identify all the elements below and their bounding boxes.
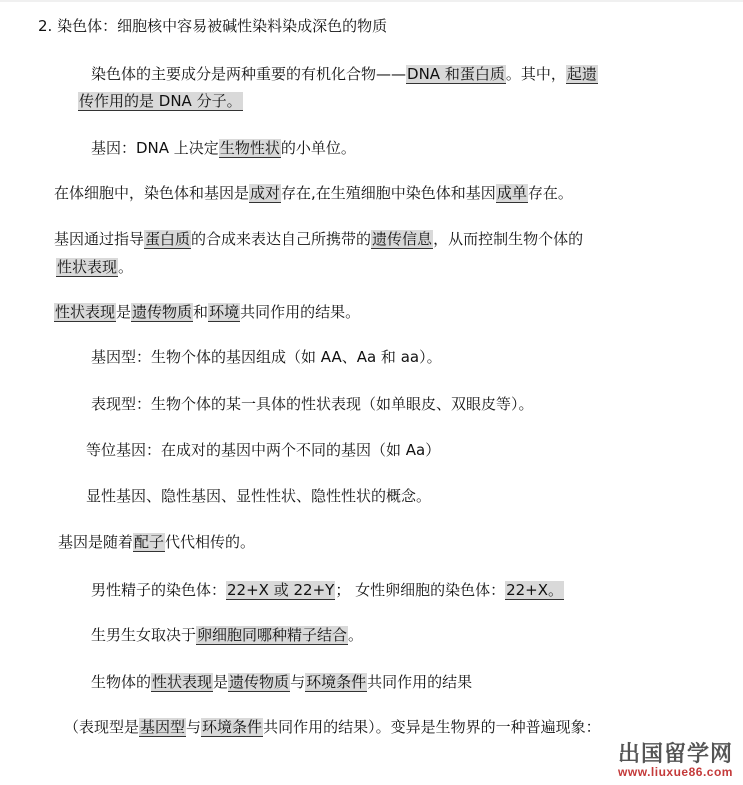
- text-line: [91, 64, 598, 84]
- text-segment: 在体细胞中，染色体和基因是: [54, 184, 250, 202]
- text-segment: 表现型：生物个体的某一具体的性状表现（如单眼皮、双眼皮等）。: [91, 395, 534, 413]
- text-line: [91, 672, 472, 692]
- top-edge: [0, 0, 743, 2]
- watermark-url: www.liuxue86.com: [618, 765, 733, 780]
- highlighted-term: 卵细胞同哪种精子结合: [197, 626, 348, 644]
- text-segment: 存在,在生殖细胞中染色体和基因: [281, 184, 496, 202]
- text-segment: 生物体的: [91, 673, 152, 691]
- text-line: [38, 16, 387, 36]
- text-segment: 。: [118, 258, 134, 276]
- text-segment: 男性精子的染色体：: [91, 581, 227, 599]
- text-segment: 的小单位。: [280, 139, 356, 157]
- highlighted-term: 22+X。: [506, 581, 564, 599]
- text-segment: 。: [348, 626, 364, 644]
- text-segment: 是: [116, 303, 132, 321]
- text-line: [64, 717, 601, 737]
- text-line: [86, 486, 431, 506]
- highlighted-term: 基因型: [140, 718, 186, 736]
- text-segment: 是: [213, 673, 229, 691]
- text-segment: 与: [290, 673, 306, 691]
- highlighted-term: 蛋白质: [145, 230, 191, 248]
- highlighted-term: 成对: [250, 184, 281, 202]
- text-segment: 代代相传的。: [165, 533, 256, 551]
- text-segment: 2. 染色体：细胞核中容易被碱性染料染成深色的物质: [38, 17, 388, 35]
- text-segment: 。其中，: [505, 65, 566, 83]
- text-segment: ，从而控制生物个体的: [433, 230, 584, 248]
- text-line: [86, 440, 440, 460]
- text-segment: （表现型是: [64, 718, 140, 736]
- text-line: [91, 138, 356, 158]
- text-segment: 基因型：生物个体的基因组成（如 AA、Aa 和 aa）。: [91, 348, 442, 366]
- highlighted-term: 生物性状: [219, 139, 280, 157]
- text-segment: 基因是随着: [58, 533, 134, 551]
- text-segment: 基因：DNA 上决定: [91, 139, 219, 157]
- highlighted-term: 遗传信息: [372, 230, 433, 248]
- text-segment: 的合成来表达自己所携带的: [191, 230, 372, 248]
- highlighted-term: 配子: [134, 533, 165, 551]
- text-line: [54, 229, 583, 249]
- highlighted-term: 成单: [496, 184, 527, 202]
- text-line: [56, 257, 133, 277]
- text-segment: 显性基因、隐性基因、显性性状、隐性性状的概念。: [86, 487, 432, 505]
- text-line: [91, 394, 534, 414]
- text-segment: 等位基因：在成对的基因中两个不同的基因（如 Aa）: [86, 441, 441, 459]
- text-segment: 和: [193, 303, 209, 321]
- highlighted-term: 传作用的是 DNA 分子。: [79, 92, 242, 110]
- text-line: [54, 183, 573, 203]
- text-segment: 与: [186, 718, 202, 736]
- text-line: [54, 302, 360, 322]
- highlighted-term: 遗传物质: [132, 303, 193, 321]
- highlighted-term: 环境条件: [306, 673, 367, 691]
- text-segment: 共同作用的结果。: [240, 303, 361, 321]
- highlighted-term: 起遗: [566, 65, 597, 83]
- highlighted-term: 遗传物质: [229, 673, 290, 691]
- site-watermark: [618, 743, 733, 779]
- highlighted-term: 性状表现: [152, 673, 213, 691]
- text-segment: 生男生女取决于: [91, 626, 197, 644]
- text-line: [91, 625, 363, 645]
- highlighted-term: 22+X 或 22+Y: [227, 581, 335, 599]
- text-segment: ； 女性卵细胞的染色体：: [335, 581, 506, 599]
- highlighted-term: 环境: [209, 303, 240, 321]
- highlighted-term: 性状表现: [57, 258, 118, 276]
- highlighted-term: 性状表现: [55, 303, 116, 321]
- watermark-name: 出国留学网: [617, 742, 733, 768]
- text-line: [91, 347, 442, 367]
- highlighted-term: 环境条件: [202, 718, 263, 736]
- highlighted-term: DNA 和蛋白质: [407, 65, 505, 83]
- text-segment: 共同作用的结果: [367, 673, 473, 691]
- text-segment: 共同作用的结果）。变异是生物界的一种普遍现象：: [263, 718, 601, 736]
- text-line: [78, 91, 243, 111]
- text-segment: 基因通过指导: [54, 230, 145, 248]
- text-segment: 染色体的主要成分是两种重要的有机化合物——: [91, 65, 407, 83]
- text-segment: 存在。: [527, 184, 573, 202]
- text-line: [58, 532, 255, 552]
- text-line: [91, 580, 564, 600]
